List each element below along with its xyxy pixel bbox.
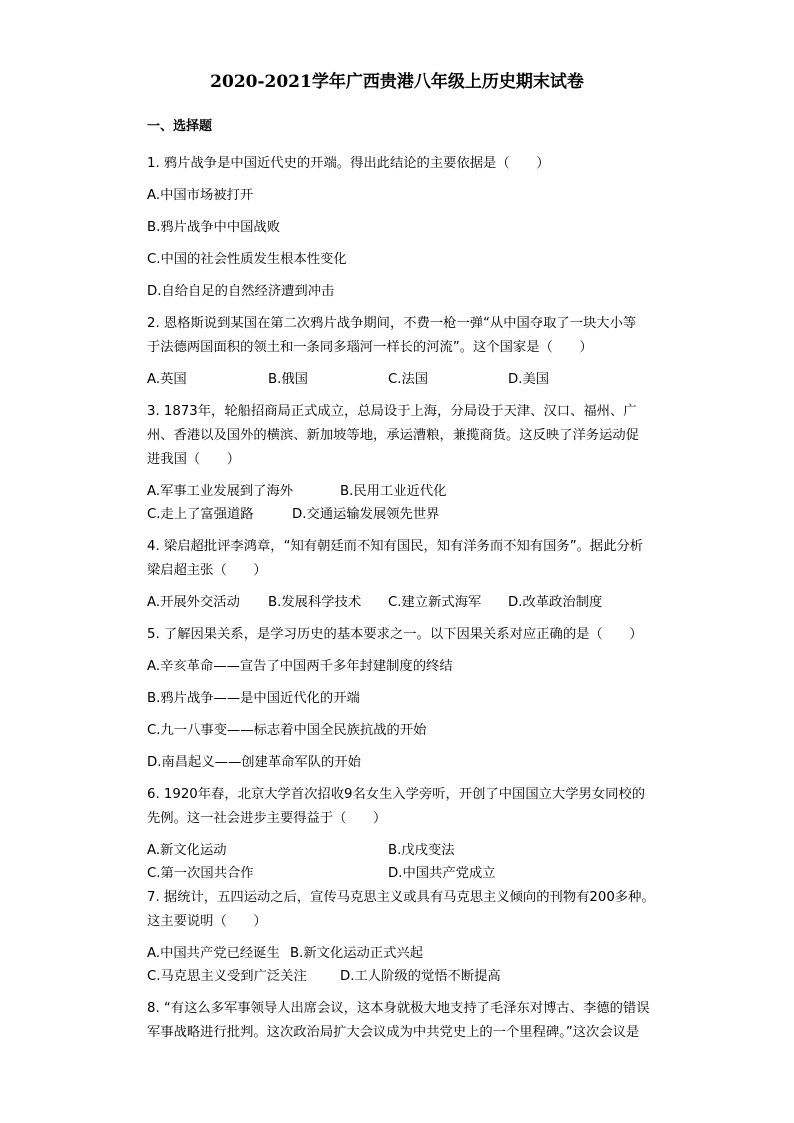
question-3-option-b: B.民用工业近代化 bbox=[340, 484, 447, 499]
question-6-stem-line-2: 先例。这一社会进步主要得益于（ ） bbox=[147, 811, 387, 826]
question-8-stem-line-2: 军事战略进行批判。这次政治局扩大会议成为中共党史上的一个里程碑。”这次会议是 bbox=[147, 1025, 640, 1040]
question-3-stem-line-3: 进我国（ ） bbox=[147, 452, 241, 467]
question-6-option-d: D.中国共产党成立 bbox=[388, 866, 496, 881]
question-6-stem-line-1: 6. 1920年春，北京大学首次招收9名女生入学旁听，开创了中国国立大学男女同校的 bbox=[147, 787, 646, 802]
question-7-option-c: C.马克思主义受到广泛关注 bbox=[147, 969, 307, 984]
question-3-stem-line-1: 3. 1873年，轮船招商局正式成立，总局设于上海，分局设于天津、汉口、福州、广 bbox=[147, 404, 637, 419]
question-4-stem-line-2: 梁启超主张（ ） bbox=[147, 563, 267, 578]
question-2-option-b: B.俄国 bbox=[268, 372, 308, 387]
question-2-option-a: A.英国 bbox=[147, 372, 187, 387]
question-5-option-d: D.南昌起义——创建革命军队的开始 bbox=[147, 755, 361, 770]
question-5-option-c: C.九一八事变——标志着中国全民族抗战的开始 bbox=[147, 723, 427, 738]
question-1-stem: 1. 鸦片战争是中国近代史的开端。得出此结论的主要依据是（ ） bbox=[147, 156, 550, 171]
question-4-option-c: C.建立新式海军 bbox=[388, 595, 482, 610]
question-2-option-c: C.法国 bbox=[388, 372, 429, 387]
question-3-option-a: A.军事工业发展到了海外 bbox=[147, 484, 294, 499]
question-4-option-d: D.改革政治制度 bbox=[508, 595, 603, 610]
question-7-stem-line-2: 这主要说明（ ） bbox=[147, 914, 267, 929]
question-5-stem: 5. 了解因果关系，是学习历史的基本要求之一。以下因果关系对应正确的是（ ） bbox=[147, 627, 643, 642]
question-4-stem-line-1: 4. 梁启超批评李鸿章，“知有朝廷而不知有国民，知有洋务而不知有国务”。据此分析 bbox=[147, 539, 644, 554]
question-3-option-d: D.交通运输发展领先世界 bbox=[292, 507, 440, 522]
question-7-option-b: B.新文化运动正式兴起 bbox=[290, 946, 424, 961]
question-7-option-d: D.工人阶级的觉悟不断提高 bbox=[340, 969, 501, 984]
question-2-option-d: D.美国 bbox=[508, 372, 550, 387]
question-4-option-b: B.发展科学技术 bbox=[268, 595, 362, 610]
question-1-option-b: B.鸦片战争中中国战败 bbox=[147, 220, 281, 235]
question-7-option-a: A.中国共产党已经诞生 bbox=[147, 946, 280, 961]
question-3-option-c: C.走上了富强道路 bbox=[147, 507, 254, 522]
question-5-option-b: B.鸦片战争——是中国近代化的开端 bbox=[147, 691, 360, 706]
question-7-stem-line-1: 7. 据统计，五四运动之后，宣传马克思主义或具有马克思主义倾向的刊物有200多种。 bbox=[147, 890, 655, 905]
question-1-option-c: C.中国的社会性质发生根本性变化 bbox=[147, 252, 347, 267]
question-5-option-a: A.辛亥革命——宣告了中国两千多年封建制度的终结 bbox=[147, 659, 453, 674]
question-2-stem-line-1: 2. 恩格斯说到某国在第二次鸦片战争期间，不费一枪一弹“从中国夺取了一块大小等 bbox=[147, 316, 637, 331]
section-heading: 一、选择题 bbox=[147, 119, 213, 134]
question-4-option-a: A.开展外交活动 bbox=[147, 595, 240, 610]
question-6-option-a: A.新文化运动 bbox=[147, 843, 227, 858]
question-2-stem-line-2: 于法德两国面积的领土和一条同多瑙河一样长的河流”。这个国家是（ ） bbox=[147, 340, 593, 355]
question-1-option-d: D.自给自足的自然经济遭到冲击 bbox=[147, 284, 335, 299]
question-6-option-c: C.第一次国共合作 bbox=[147, 866, 254, 881]
question-1-option-a: A.中国市场被打开 bbox=[147, 188, 254, 203]
question-8-stem-line-1: 8. “有这么多军事领导人出席会议，这本身就极大地支持了毛泽东对博古、李德的错误 bbox=[147, 1001, 650, 1016]
page-title: 2020-2021学年广西贵港八年级上历史期末试卷 bbox=[210, 72, 584, 92]
question-3-stem-line-2: 州、香港以及国外的横滨、新加坡等地，承运漕粮，兼揽商货。这反映了洋务运动促 bbox=[147, 428, 639, 443]
question-6-option-b: B.戊戌变法 bbox=[388, 843, 455, 858]
